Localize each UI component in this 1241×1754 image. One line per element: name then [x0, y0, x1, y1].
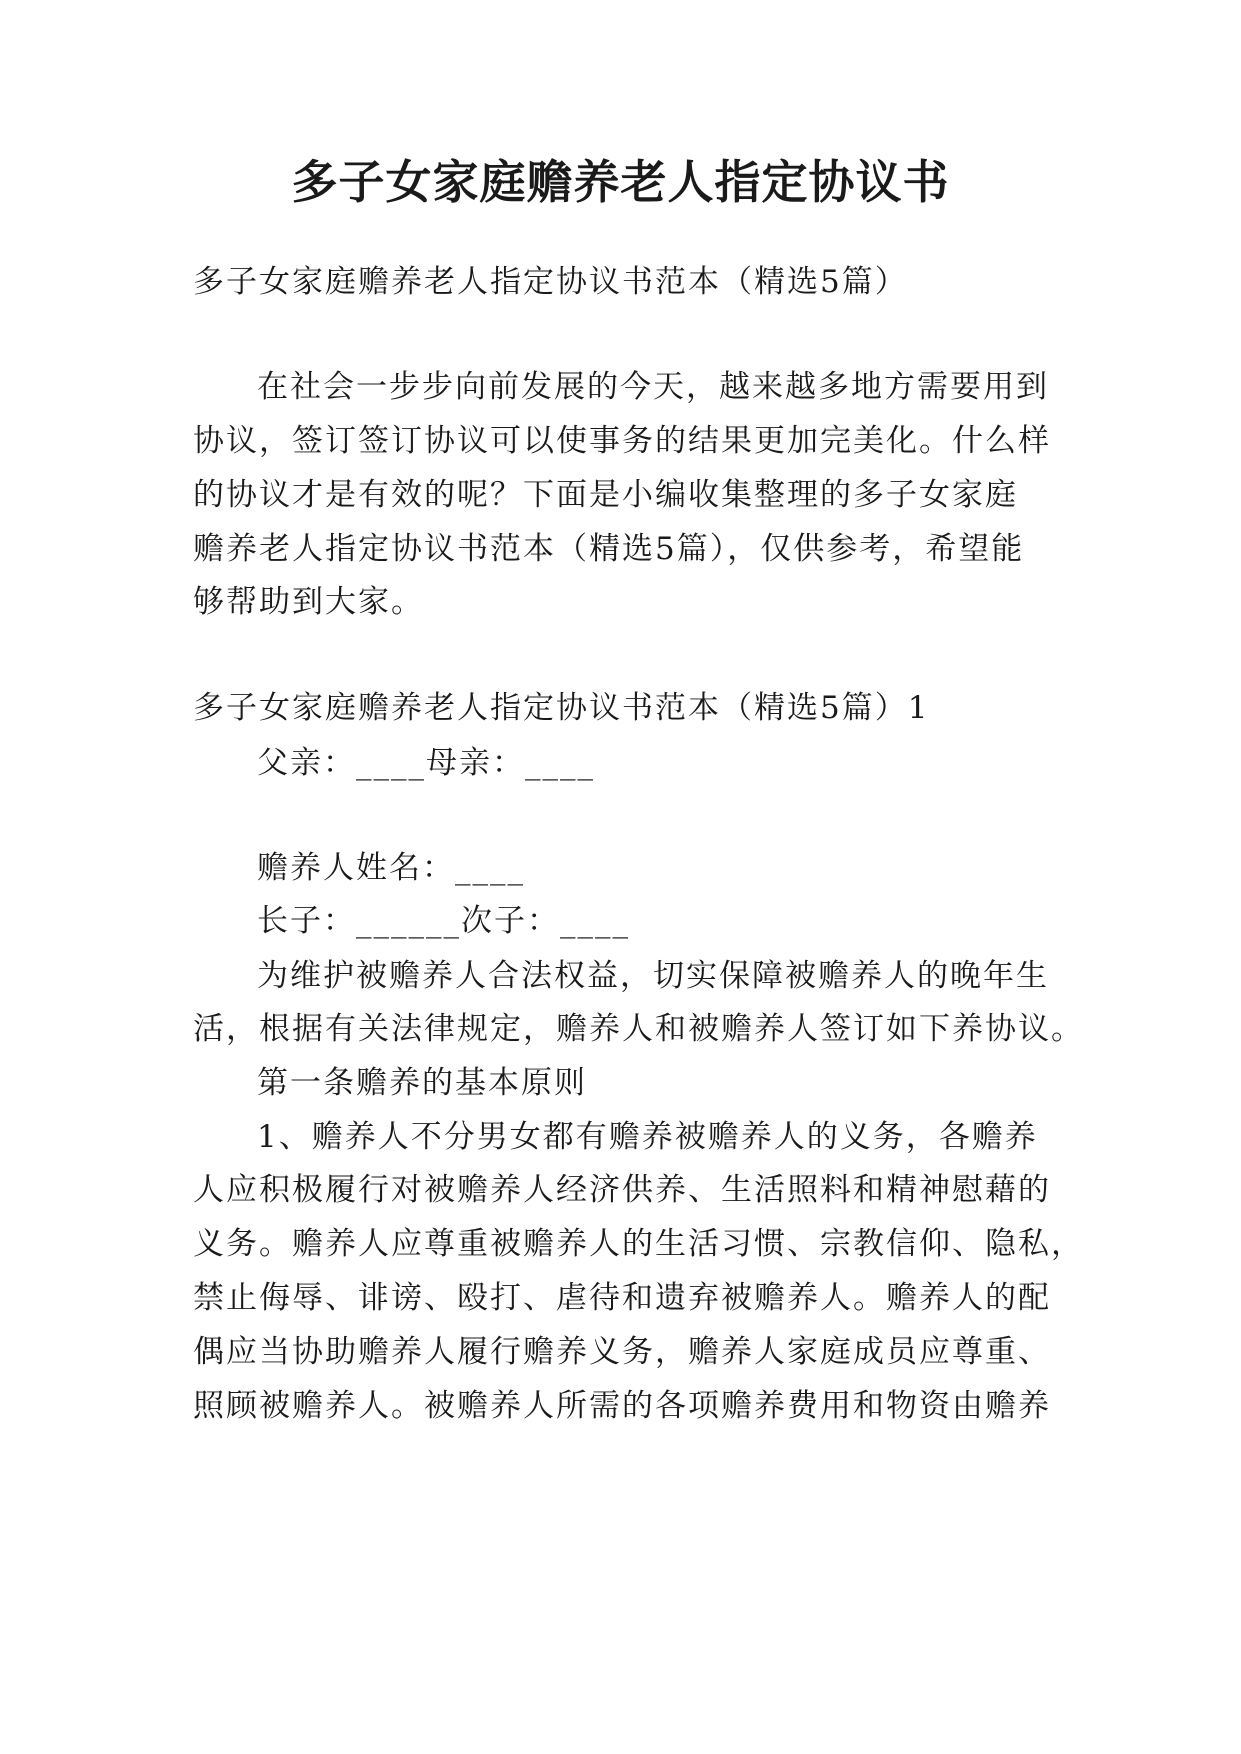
article-line-2: 人应积极履行对被赡养人经济供养、生活照料和精神慰藉的: [193, 1172, 1051, 1208]
article-line-6: 照顾被赡养人。被赡养人所需的各项赡养费用和物资由赡养: [193, 1388, 1051, 1424]
intro-line-1: 在社会一步步向前发展的今天，越来越多地方需要用到: [257, 369, 1049, 405]
intro-line-4: 赡养老人指定协议书范本（精选5篇），仅供参考，希望能: [193, 531, 1025, 567]
article-line-1: 1、赡养人不分男女都有赡养被赡养人的义务，各赡养: [257, 1119, 1038, 1155]
sons-field-line: 长子：______次子：____: [257, 903, 630, 939]
article-line-4: 禁止侮辱、诽谤、殴打、虐待和遗弃被赡养人。赡养人的配: [193, 1280, 1051, 1316]
section-heading: 多子女家庭赡养老人指定协议书范本（精选5篇）1: [193, 690, 930, 726]
article-line-3: 义务。赡养人应尊重被赡养人的生活习惯、宗教信仰、隐私，: [193, 1226, 1084, 1262]
purpose-line-1: 为维护被赡养人合法权益，切实保障被赡养人的晚年生: [257, 958, 1049, 994]
document-title: 多子女家庭赡养老人指定协议书: [291, 155, 950, 209]
supporter-name-field-line: 赡养人姓名：____: [257, 850, 525, 886]
article-line-5: 偶应当协助赡养人履行赡养义务，赡养人家庭成员应尊重、: [193, 1334, 1051, 1370]
intro-line-3: 的协议才是有效的呢？下面是小编收集整理的多子女家庭: [193, 477, 1018, 513]
document-subtitle: 多子女家庭赡养老人指定协议书范本（精选5篇）: [193, 264, 908, 300]
intro-line-5: 够帮助到大家。: [193, 584, 424, 620]
article-heading: 第一条赡养的基本原则: [257, 1065, 587, 1101]
intro-line-2: 协议，签订签订协议可以使事务的结果更加完美化。什么样: [193, 423, 1051, 459]
purpose-line-2: 活，根据有关法律规定，赡养人和被赡养人签订如下养协议。: [193, 1011, 1084, 1047]
parents-field-line: 父亲：____母亲：____: [257, 745, 595, 781]
